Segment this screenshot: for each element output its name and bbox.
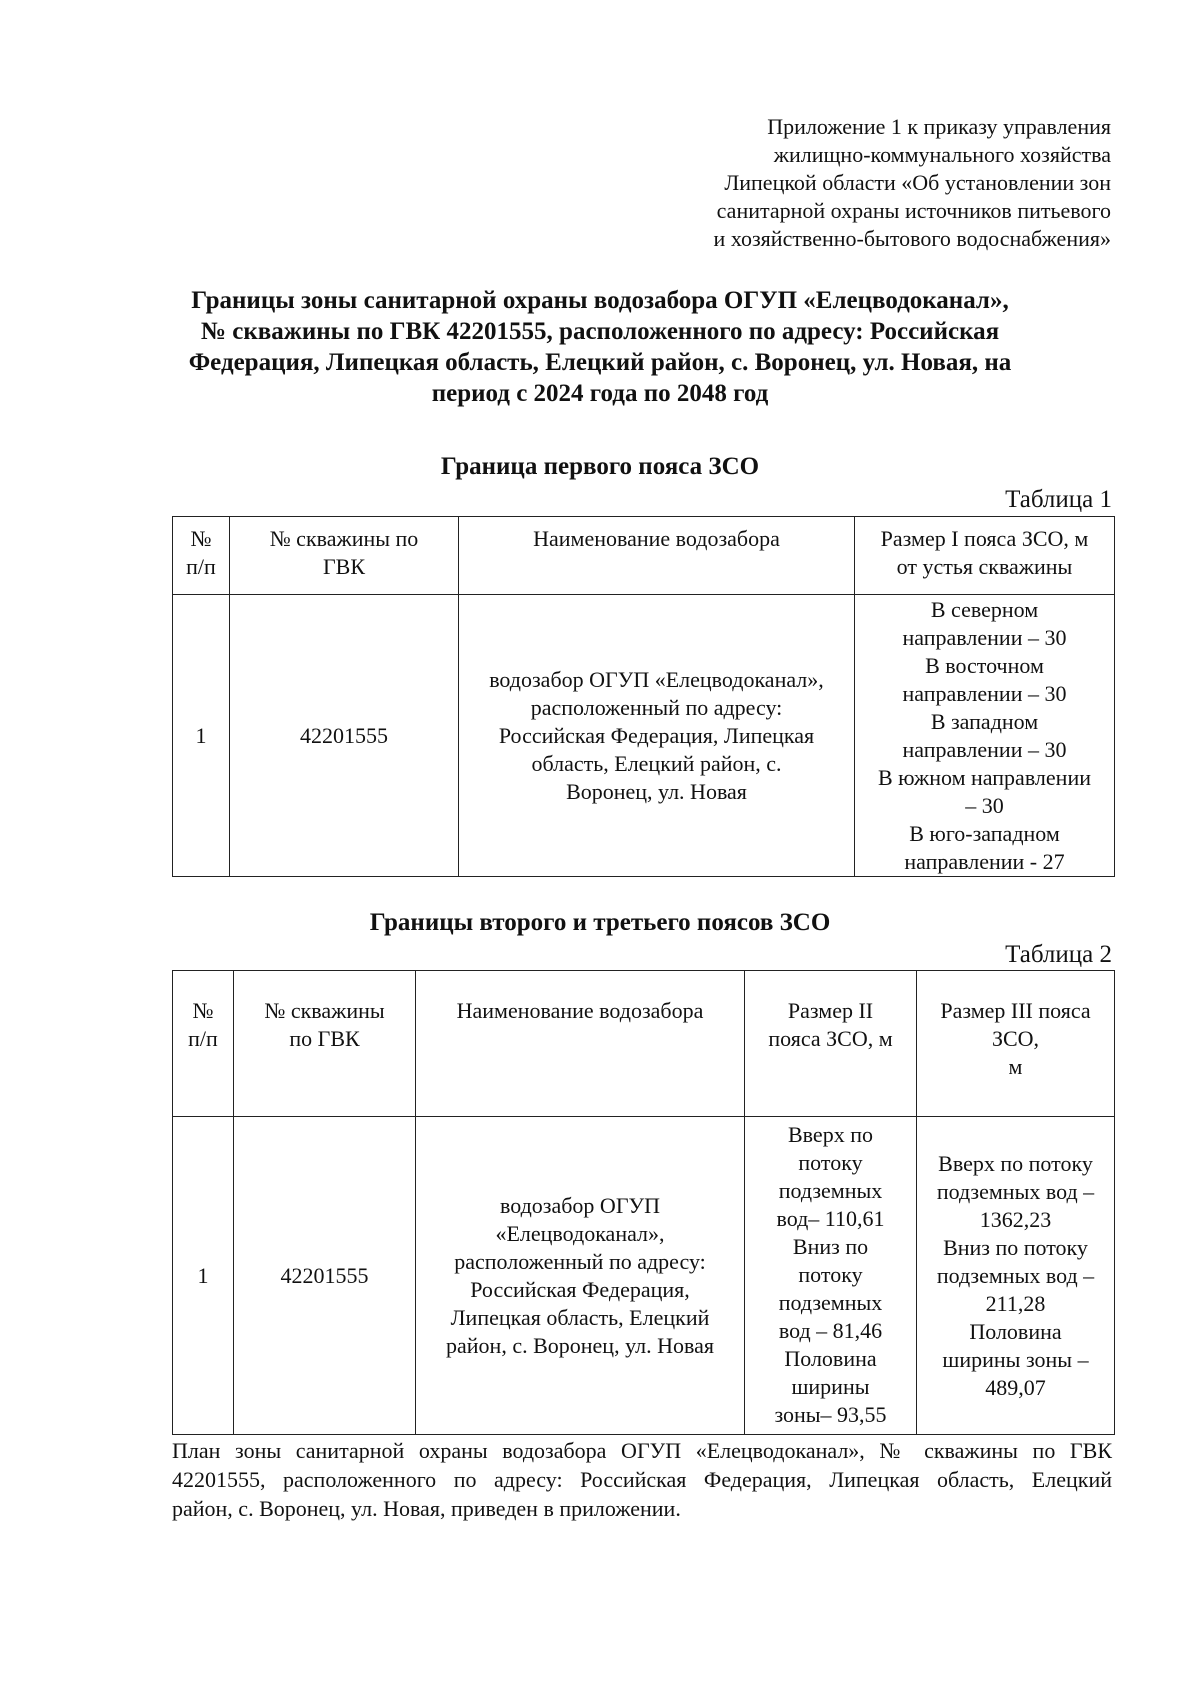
- appendix-note-line: жилищно-коммунального хозяйства: [773, 142, 1111, 167]
- appendix-note-line: и хозяйственно-бытового водоснабжения»: [713, 226, 1111, 251]
- table-header-row: [173, 517, 1115, 595]
- title-line: Федерация, Липецкая область, Елецкий район, с. Воронец, ул. Новая, на: [188, 349, 1012, 376]
- cell-size: В северном направлении – 30 В восточном направлении – 30 В западном направлении – 30 В южном направлении – 30 В юго-западном направлении - 27: [855, 595, 1115, 877]
- cell-well: 42201555: [230, 595, 459, 877]
- cell-num: 1: [173, 595, 230, 877]
- header-cell-well: № скважины по ГВК: [234, 971, 416, 1117]
- table1-label: Таблица 1: [1005, 486, 1112, 513]
- footnote-line: 42201555, расположенного по адресу: Российская Федерация, Липецкая область, Елецкий: [172, 1467, 1112, 1492]
- cell-size2: Вверх по потоку подземных вод– 110,61 Вниз по потоку подземных вод – 81,46 Половина ширины зоны– 93,55: [745, 1117, 917, 1435]
- title-line: Границы зоны санитарной охраны водозабора ОГУП «Елецводоканал»,: [191, 287, 1009, 314]
- cell-name: водозабор ОГУП «Елецводоканал», расположенный по адресу: Российская Федерация, Липецкая область, Елецкий район, с. Воронец, ул. Новая: [416, 1117, 745, 1435]
- document-title: [150, 285, 1050, 409]
- table-row: [173, 1117, 1115, 1435]
- cell-size3: Вверх по потоку подземных вод – 1362,23 Вниз по потоку подземных вод – 211,28 Половина ширины зоны – 489,07: [917, 1117, 1115, 1435]
- footnote-line: район, с. Воронец, ул. Новая, приведен в приложении.: [172, 1496, 681, 1521]
- section1-heading: Граница первого пояса ЗСО: [440, 453, 760, 480]
- header-cell-num: № п/п: [173, 517, 230, 595]
- header-cell-num: № п/п: [173, 971, 234, 1117]
- cell-well: 42201555: [234, 1117, 416, 1435]
- table2-label: Таблица 2: [1005, 941, 1112, 968]
- table-row: [173, 595, 1115, 877]
- footnote-line: План зоны санитарной охраны водозабора ОГУП «Елецводоканал», № скважины по ГВК: [172, 1438, 1112, 1463]
- header-cell-well: № скважины по ГВК: [230, 517, 459, 595]
- table-second-third-belts: [172, 970, 1115, 1435]
- appendix-note-line: санитарной охраны источников питьевого: [716, 198, 1111, 223]
- header-cell-name: Наименование водозабора: [416, 971, 745, 1117]
- appendix-note-line: Липецкой области «Об установлении зон: [724, 170, 1111, 195]
- cell-name: водозабор ОГУП «Елецводоканал», расположенный по адресу: Российская Федерация, Липецкая область, Елецкий район, с. Воронец, ул. Новая: [459, 595, 855, 877]
- table-header-row: [173, 971, 1115, 1117]
- header-cell-name: Наименование водозабора: [459, 517, 855, 595]
- title-line: период с 2024 года по 2048 год: [431, 380, 769, 407]
- table-first-belt: [172, 516, 1115, 877]
- header-cell-size: Размер I пояса ЗСО, м от устья скважины: [855, 517, 1115, 595]
- title-line: № скважины по ГВК 42201555, расположенного по адресу: Российская: [200, 318, 1000, 345]
- section2-heading: Границы второго и третьего поясов ЗСО: [369, 909, 831, 936]
- appendix-note-line: Приложение 1 к приказу управления: [767, 114, 1111, 139]
- cell-num: 1: [173, 1117, 234, 1435]
- appendix-note: [491, 113, 1111, 253]
- header-cell-size2: Размер II пояса ЗСО, м: [745, 971, 917, 1117]
- footnote-paragraph: [172, 1436, 1112, 1523]
- header-cell-size3: Размер III пояса ЗСО, м: [917, 971, 1115, 1117]
